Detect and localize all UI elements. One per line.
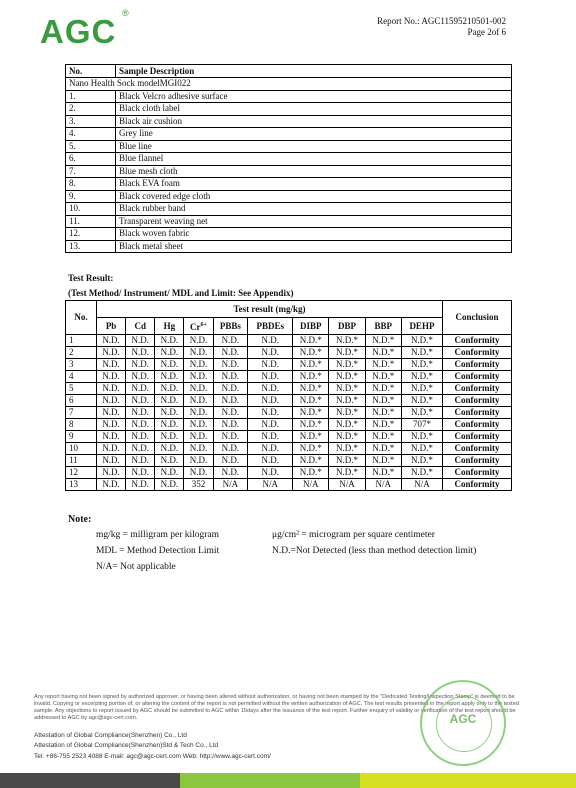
test-result-group-header: Test result (mg/kg) — [97, 301, 443, 318]
result-value: N.D. — [155, 395, 184, 407]
result-value: N.D. — [248, 359, 293, 371]
result-value: N.D.* — [401, 467, 442, 479]
sample-row — [66, 178, 512, 191]
note-nd: N.D.=Not Detected (less than method detection limit) — [272, 546, 477, 556]
result-conclusion: Conformity — [443, 371, 512, 383]
footer-bar-green — [180, 773, 360, 788]
sample-desc: Black cloth label — [116, 103, 512, 116]
result-value: N.D. — [213, 419, 248, 431]
result-no: 10 — [66, 443, 97, 455]
result-value: N/A — [293, 479, 329, 491]
result-no: 12 — [66, 467, 97, 479]
result-value: N.D. — [184, 371, 213, 383]
sample-row — [66, 240, 512, 253]
result-value: N.D. — [97, 407, 126, 419]
result-value: N.D.* — [401, 395, 442, 407]
result-value: N.D. — [126, 359, 155, 371]
result-value: N.D.* — [365, 371, 401, 383]
col-desc-header: Sample Description — [116, 65, 512, 78]
result-value: N.D. — [213, 467, 248, 479]
sample-desc: Black EVA foam — [116, 178, 512, 191]
result-value: N.D.* — [365, 383, 401, 395]
sample-no: 6. — [66, 153, 116, 166]
sample-no: 2. — [66, 103, 116, 116]
footer-company-1: Attestation of Global Compliance(Shenzhen) Co., Ltd — [34, 732, 187, 739]
model-row — [66, 78, 512, 91]
result-value: N.D.* — [293, 395, 329, 407]
result-row — [66, 395, 512, 407]
result-row — [66, 359, 512, 371]
result-value: N.D. — [213, 371, 248, 383]
result-value: N.D. — [248, 431, 293, 443]
result-conclusion: Conformity — [443, 359, 512, 371]
result-value: N.D. — [248, 335, 293, 347]
sample-desc: Black Velcro adhesive surface — [116, 90, 512, 103]
result-value: N.D. — [184, 359, 213, 371]
result-value: N.D.* — [329, 455, 365, 467]
sample-desc: Blue flannel — [116, 153, 512, 166]
result-value: N.D. — [126, 335, 155, 347]
result-value: N.D. — [184, 395, 213, 407]
result-value: N.D. — [155, 443, 184, 455]
result-value: N.D. — [97, 347, 126, 359]
result-value: N.D. — [213, 395, 248, 407]
result-conclusion: Conformity — [443, 395, 512, 407]
result-row — [66, 467, 512, 479]
result-row — [66, 371, 512, 383]
test-result-table — [65, 300, 512, 491]
note-title: Note: — [68, 514, 92, 525]
result-value: N.D.* — [365, 419, 401, 431]
logo-text: AGC — [40, 13, 117, 50]
result-value: N.D. — [155, 455, 184, 467]
result-value: N.D. — [97, 455, 126, 467]
analyte-header: Pb — [97, 318, 126, 335]
legal-disclaimer: Any report having not been signed by authorized approver, or having been altered without authorization, or having not been stamped by the "Dedicated Testing/Inspection Stamp" is deemed to be invalid. Copying or excerpting portion of, or altering the content of the report is not permitted without the written authorization of AGC. The test results presented in the report apply only to the tested sample. Any objections to report issued by AGC should be submitted to AGC within 15days after the issuance of the test report. Further enquiry of validity or verification of the test report should be addressed to AGC by agc@agc-cert.com. — [34, 694, 519, 721]
result-value: N.D. — [126, 443, 155, 455]
result-value: 352 — [184, 479, 213, 491]
result-value: N.D.* — [329, 395, 365, 407]
result-value: N.D. — [126, 419, 155, 431]
result-value: N.D.* — [365, 395, 401, 407]
result-value: N.D. — [248, 383, 293, 395]
result-conclusion: Conformity — [443, 347, 512, 359]
note-mgkg: mg/kg = milligram per kilogram — [96, 530, 220, 540]
result-value: N.D. — [155, 419, 184, 431]
result-value: N.D.* — [401, 371, 442, 383]
result-value: N.D.* — [401, 443, 442, 455]
sample-desc: Grey line — [116, 128, 512, 141]
result-value: N.D. — [97, 383, 126, 395]
result-value: N.D.* — [365, 443, 401, 455]
result-value: N.D.* — [329, 335, 365, 347]
result-value: N.D.* — [365, 359, 401, 371]
model-name: Nano Health Sock modelMGI022 — [66, 78, 512, 91]
result-row — [66, 455, 512, 467]
result-value: N.D. — [97, 431, 126, 443]
result-value: N.D. — [248, 419, 293, 431]
result-value: N.D. — [184, 347, 213, 359]
result-row — [66, 479, 512, 491]
sample-no: 10. — [66, 203, 116, 216]
result-conclusion: Conformity — [443, 383, 512, 395]
result-no: 4 — [66, 371, 97, 383]
sample-desc: Transparent weaving net — [116, 215, 512, 228]
test-result-subtitle: (Test Method/ Instrument/ MDL and Limit: See Appendix) — [68, 288, 294, 298]
result-value: N.D. — [213, 443, 248, 455]
result-value: N.D.* — [329, 431, 365, 443]
result-row — [66, 443, 512, 455]
sample-no: 7. — [66, 165, 116, 178]
result-row — [66, 383, 512, 395]
result-row — [66, 419, 512, 431]
result-value: N.D.* — [329, 443, 365, 455]
result-value: N.D. — [126, 347, 155, 359]
result-no: 11 — [66, 455, 97, 467]
analyte-header: PBDEs — [248, 318, 293, 335]
sample-no: 5. — [66, 140, 116, 153]
result-value: N.D. — [248, 371, 293, 383]
result-value: N.D. — [126, 455, 155, 467]
result-value: N.D. — [126, 383, 155, 395]
result-value: N.D. — [213, 335, 248, 347]
result-value: N.D.* — [365, 431, 401, 443]
result-conclusion: Conformity — [443, 467, 512, 479]
result-value: N.D.* — [329, 371, 365, 383]
result-no: 9 — [66, 431, 97, 443]
result-conclusion: Conformity — [443, 479, 512, 491]
result-value: N.D. — [155, 407, 184, 419]
result-value: N.D. — [213, 359, 248, 371]
col-no-header: No. — [66, 65, 116, 78]
result-value: N.D. — [155, 359, 184, 371]
table-header-row — [66, 65, 512, 78]
result-value: N.D.* — [293, 383, 329, 395]
result-value: N.D.* — [293, 347, 329, 359]
agc-logo — [40, 14, 140, 50]
result-value: N.D. — [248, 443, 293, 455]
result-value: N.D. — [248, 407, 293, 419]
result-value: N.D. — [248, 455, 293, 467]
result-conclusion: Conformity — [443, 455, 512, 467]
result-value: N.D.* — [293, 407, 329, 419]
result-value: N.D.* — [293, 335, 329, 347]
result-value: N.D.* — [329, 419, 365, 431]
result-value: N.D. — [155, 431, 184, 443]
sample-row — [66, 153, 512, 166]
result-value: N.D. — [248, 395, 293, 407]
result-value: N.D. — [184, 431, 213, 443]
note-mdl: MDL = Method Detection Limit — [96, 546, 220, 556]
sample-desc: Blue mesh cloth — [116, 165, 512, 178]
test-result-title: Test Result: — [68, 273, 114, 283]
result-value: N.D. — [126, 479, 155, 491]
result-value: N.D. — [97, 359, 126, 371]
result-value: N.D. — [126, 371, 155, 383]
sample-row — [66, 128, 512, 141]
result-conclusion: Conformity — [443, 407, 512, 419]
footer-bar-dark — [0, 773, 180, 788]
result-no: 5 — [66, 383, 97, 395]
result-value: N.D. — [97, 467, 126, 479]
result-value: N.D. — [184, 335, 213, 347]
sample-row — [66, 190, 512, 203]
result-value: N/A — [401, 479, 442, 491]
result-value: N.D. — [248, 467, 293, 479]
footer-bar-yellow — [360, 773, 576, 788]
result-value: N.D.* — [401, 383, 442, 395]
sample-row — [66, 140, 512, 153]
result-value: N.D. — [213, 431, 248, 443]
report-header — [377, 16, 506, 38]
result-value: N.D. — [155, 479, 184, 491]
result-no: 7 — [66, 407, 97, 419]
result-value: N.D. — [97, 479, 126, 491]
result-value: N.D. — [213, 347, 248, 359]
result-value: N.D. — [184, 455, 213, 467]
sample-desc: Black woven fabric — [116, 228, 512, 241]
sample-no: 1. — [66, 90, 116, 103]
result-header-row-1 — [66, 301, 512, 318]
result-value: N.D.* — [365, 455, 401, 467]
analyte-header: Cd — [126, 318, 155, 335]
result-value: N.D. — [213, 455, 248, 467]
report-number: Report No.: AGC11595210501-002 — [377, 16, 506, 26]
result-no: 1 — [66, 335, 97, 347]
analyte-header: DBP — [329, 318, 365, 335]
result-value: N.D. — [155, 383, 184, 395]
registered-mark: ® — [122, 8, 129, 18]
result-value: N.D.* — [365, 407, 401, 419]
result-value: N.D. — [155, 467, 184, 479]
result-value: N.D. — [97, 371, 126, 383]
sample-row — [66, 165, 512, 178]
result-value: N.D.* — [293, 431, 329, 443]
result-no: 8 — [66, 419, 97, 431]
result-row — [66, 407, 512, 419]
note-ugcm2: μg/cm² = microgram per square centimeter — [272, 530, 435, 540]
sample-row — [66, 203, 512, 216]
result-value: N.D. — [126, 407, 155, 419]
result-conclusion: Conformity — [443, 443, 512, 455]
result-no: 3 — [66, 359, 97, 371]
result-value: N.D.* — [401, 431, 442, 443]
result-value: N.D.* — [329, 347, 365, 359]
sample-no: 9. — [66, 190, 116, 203]
sample-desc: Black covered edge cloth — [116, 190, 512, 203]
result-value: N.D.* — [401, 407, 442, 419]
result-value: N/A — [213, 479, 248, 491]
result-value: N.D.* — [329, 407, 365, 419]
result-conclusion: Conformity — [443, 335, 512, 347]
result-value: N.D.* — [329, 467, 365, 479]
result-value: N.D. — [97, 335, 126, 347]
sample-no: 8. — [66, 178, 116, 191]
result-value: N.D.* — [401, 455, 442, 467]
analyte-header: DIBP — [293, 318, 329, 335]
page-number: Page 2of 6 — [467, 27, 506, 37]
result-value: N.D. — [184, 407, 213, 419]
result-value: N.D. — [184, 443, 213, 455]
result-no: 13 — [66, 479, 97, 491]
result-value: N.D. — [155, 371, 184, 383]
result-value: N.D. — [126, 467, 155, 479]
result-no: 2 — [66, 347, 97, 359]
result-value: N.D.* — [293, 359, 329, 371]
result-value: N.D. — [155, 347, 184, 359]
sample-desc: Black rubber band — [116, 203, 512, 216]
result-value: N.D. — [97, 395, 126, 407]
result-value: N.D.* — [293, 371, 329, 383]
sample-row — [66, 103, 512, 116]
result-value: 707* — [401, 419, 442, 431]
col-no-header: No. — [66, 301, 97, 335]
result-value: N.D. — [248, 347, 293, 359]
result-value: N.D.* — [329, 383, 365, 395]
sample-row — [66, 90, 512, 103]
col-conclusion-header: Conclusion — [443, 301, 512, 335]
result-value: N.D. — [184, 383, 213, 395]
footer-company-2: Attestation of Global Compliance(Shenzhen)Std & Tech Co., Ltd — [34, 742, 219, 749]
result-value: N.D. — [184, 419, 213, 431]
sample-desc: Black air cushion — [116, 115, 512, 128]
result-no: 6 — [66, 395, 97, 407]
result-value: N.D.* — [293, 419, 329, 431]
result-value: N.D.* — [401, 359, 442, 371]
result-value: N.D. — [126, 431, 155, 443]
analyte-header: $Cr^{6+}$ — [184, 318, 213, 335]
analyte-header: DEHP — [401, 318, 442, 335]
stamp-logo-text: AGC — [449, 712, 477, 726]
sample-row — [66, 115, 512, 128]
result-row — [66, 347, 512, 359]
result-row — [66, 335, 512, 347]
sample-row — [66, 215, 512, 228]
result-value: N.D. — [213, 383, 248, 395]
result-conclusion: Conformity — [443, 431, 512, 443]
analyte-header: BBP — [365, 318, 401, 335]
result-value: N.D.* — [293, 443, 329, 455]
result-value: N.D.* — [365, 335, 401, 347]
result-value: N.D.* — [365, 347, 401, 359]
result-conclusion: Conformity — [443, 419, 512, 431]
sample-no: 12. — [66, 228, 116, 241]
result-value: N.D.* — [401, 335, 442, 347]
analyte-header: Hg — [155, 318, 184, 335]
result-value: N.D.* — [293, 455, 329, 467]
result-value: N.D. — [213, 407, 248, 419]
inspection-stamp — [420, 680, 506, 766]
result-row — [66, 431, 512, 443]
result-value: N/A — [329, 479, 365, 491]
result-value: N.D.* — [401, 347, 442, 359]
result-value: N/A — [248, 479, 293, 491]
result-value: N.D.* — [329, 359, 365, 371]
footer-contact: Tel: +86-755 2523 4088 E-mail: agc@agc-cert.com Web: http://www.agc-cert.com/ — [34, 753, 271, 760]
analyte-header: PBBs — [213, 318, 248, 335]
sample-no: 3. — [66, 115, 116, 128]
sample-no: 4. — [66, 128, 116, 141]
result-value: N.D.* — [365, 467, 401, 479]
sample-row — [66, 228, 512, 241]
sample-no: 13. — [66, 240, 116, 253]
note-na: N/A= Not applicable — [96, 562, 176, 572]
sample-desc: Blue line — [116, 140, 512, 153]
sample-desc: Black metal sheet — [116, 240, 512, 253]
result-value: N.D.* — [293, 467, 329, 479]
result-value: N.D. — [184, 467, 213, 479]
result-value: N.D. — [97, 443, 126, 455]
result-value: N.D. — [97, 419, 126, 431]
sample-no: 11. — [66, 215, 116, 228]
sample-description-table — [65, 64, 512, 253]
result-value: N/A — [365, 479, 401, 491]
result-value: N.D. — [155, 335, 184, 347]
result-value: N.D. — [126, 395, 155, 407]
